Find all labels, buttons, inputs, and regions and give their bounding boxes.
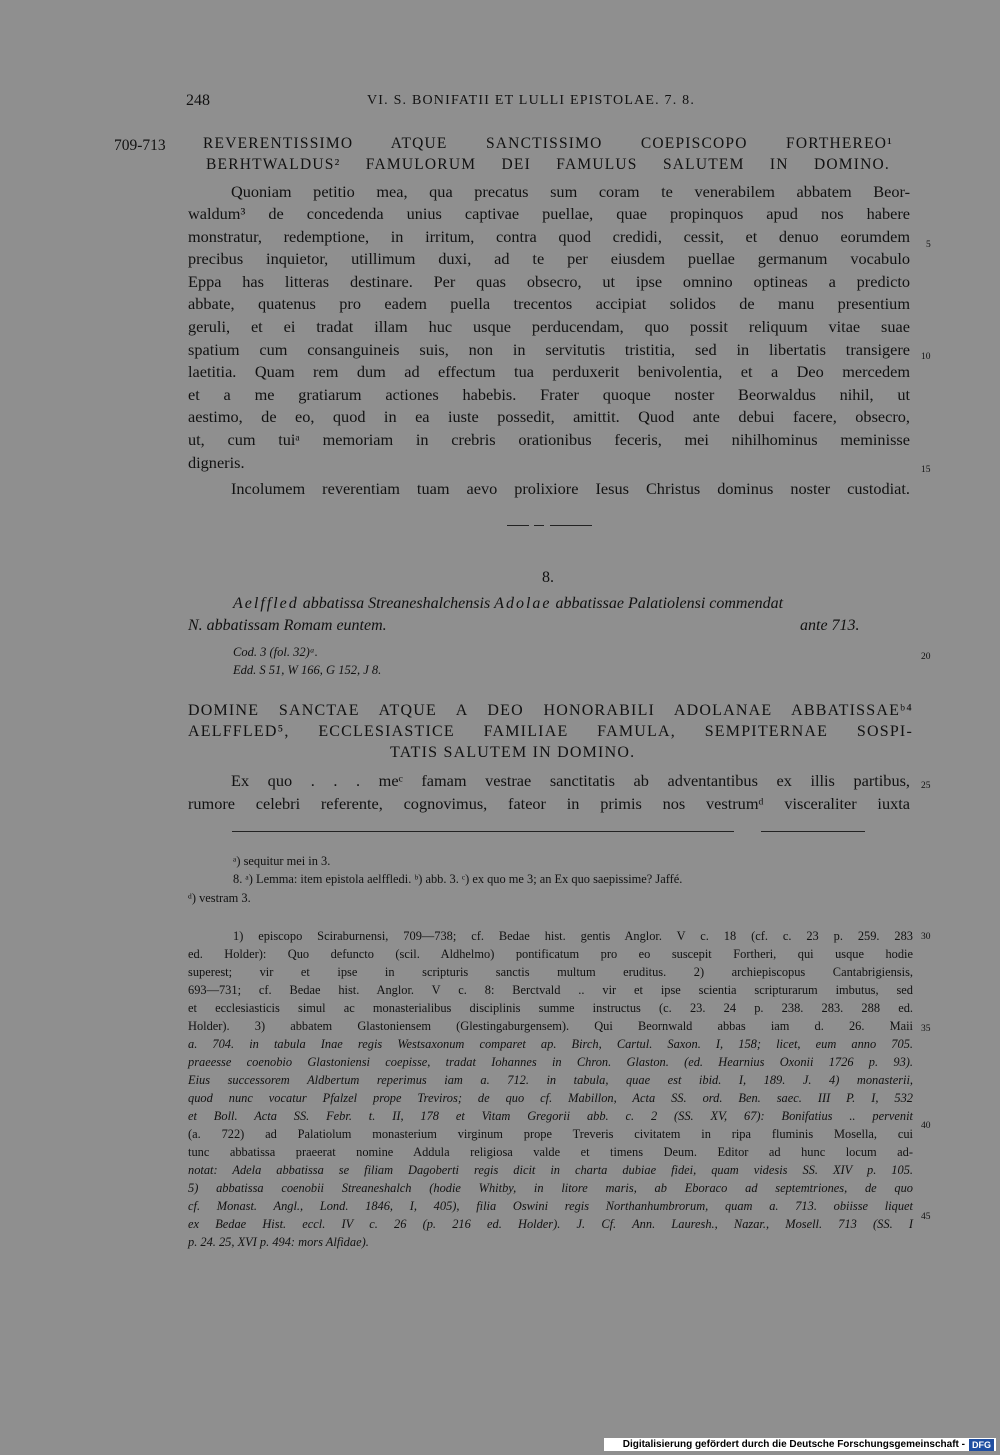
footnote-line: tunc abbatissa praeerat nomine Addula religiosa valde et timens Deum. Editor ad hunc locum ad- [188, 1145, 913, 1159]
footnote-line: notat: Adela abbatissa se filiam Dagoberti regis dicit in charta dubiae fidei, quam videsis SS. XIV p. 105. [188, 1163, 913, 1177]
letter8-text-line: rumore celebri referente, cognovimus, fateor in primis nos vestrumᵈ visceraliter iuxta [188, 794, 910, 813]
line-number: 30 [921, 932, 931, 942]
apparatus-line: 8. ᵃ) Lemma: item epistola aelffledi. ᵇ) abb. 3. ᶜ) ex quo me 3; an Ex quo saepissime? Jaffé. [233, 872, 683, 886]
footnote-line: 1) episcopo Sciraburnensi, 709—738; cf. Bedae hist. gentis Anglor. V c. 18 (cf. c. 23 p. 259. 283 [233, 929, 913, 943]
footnote-line: superest; vir et ipse in scripturis sanctis multum eruditus. 2) archiepiscopus Cantabrigiensis, [188, 965, 913, 979]
letter7-text-line: digneris. [188, 453, 245, 472]
footnote-line: et ecclesiasticis simul ac monasterialibus disciplinis summe instructus (c. 23. 24 p. 238. 283. 288 ed. [188, 1001, 913, 1015]
line-number: 45 [921, 1212, 931, 1222]
line-number: 35 [921, 1024, 931, 1034]
letter7-text-line: aestimo, de eo, quod in ea iuste possedit, amittit. Quod ante debui facere, obsecro, [188, 407, 910, 426]
letter7-text-line: geruli, et ei tradat illam huc usque perducendam, quo possit reliquum vitae suae [188, 317, 910, 336]
letter7-text-line: laetitia. Quam rem dum ad effectum tua perduxerit benivolentia, et a Deo mercedem [188, 362, 910, 381]
letter7-text-line: monstratur, redemptione, in irritum, contra quod credidi, cessit, et denuo eorumdem [188, 227, 910, 246]
summary-text: abbatissae Palatiolensi commendat [551, 595, 784, 612]
page-number: 248 [186, 92, 210, 109]
letter7-text-line: spatium cum consanguineis suis, non in servitutis tristitia, sed in libertatis transigere [188, 340, 910, 359]
letter8-source-editions: Edd. S 51, W 166, G 152, J 8. [233, 663, 382, 677]
letter7-text-line: Quoniam petitio mea, qua precatus sum coram te venerabilem abbatem Beor- [231, 182, 910, 201]
digitization-notice-bar [604, 1438, 996, 1451]
letter8-number: 8. [542, 569, 554, 586]
letter7-text-line: et a me gratiarum actiones habebis. Frater quoque noster Beorwaldus nihil, ut [188, 385, 910, 404]
letter7-date: 709-713 [114, 137, 166, 154]
letter8-source-codex: Cod. 3 (fol. 32)ᵃ. [233, 645, 318, 659]
apparatus-line: ᵃ) sequitur mei in 3. [233, 854, 331, 868]
apparatus-line: ᵈ) vestram 3. [188, 891, 251, 905]
running-title: VI. S. BONIFATII ET LULLI EPISTOLAE. 7. 8. [367, 93, 696, 108]
letter7-address-line: BERHTWALDUS² FAMULORUM DEI FAMULUS SALUTEM IN DOMINO. [206, 156, 890, 173]
letter8-address-line: TATIS SALUTEM IN DOMINO. [390, 744, 636, 761]
letter7-text-line: Eppa has litteras destinare. Per quas obsecro, ut ipse omnino optineas a predicto [188, 272, 910, 291]
footnote-line: 693—731; cf. Bedae hist. Anglor. V c. 8: Berctvald .. vir et ipse scientia scripturarum imbutus, sed [188, 983, 913, 997]
line-number: 10 [921, 352, 931, 362]
footnote-line: Holder). 3) abbatem Glastoniensem (Glestingaburgensem). Qui Beornwald abbas iam d. 26. Maii [188, 1019, 913, 1033]
line-number: 15 [921, 465, 931, 475]
letter8-address-line: DOMINE SANCTAE ATQUE A DEO HONORABILI ADOLANAE ABBATISSAEᵇ⁴ [188, 702, 913, 719]
line-number: 40 [921, 1121, 931, 1131]
footnote-line: (a. 722) ad Palatiolum monasterium virginum prope Treveris civitatem in ripa fluminis Mosella, cui [188, 1127, 913, 1141]
footnote-line: quod nunc vocatur Pfalzel prope Treviros; de quo cf. Mabillon, Acta SS. ord. Ben. saec. III P. I, 532 [188, 1091, 913, 1105]
apparatus-rule [232, 831, 734, 832]
footnote-line: cf. Monast. Angl., Lond. 1846, I, 405), filia Oswini regis Northanhumbrorum, quam a. 713. obiisse liquet [188, 1199, 913, 1213]
letter7-text-line: waldum³ de concedenda unius captivae puellae, quae propinquos apud nos habere [188, 204, 910, 223]
separator-rule [507, 525, 529, 526]
letter7-text-line: abbate, quatenus pro eadem puella trecentos accipiat solidos de manu presentium [188, 294, 910, 313]
letter8-date: ante 713. [800, 617, 860, 634]
letter8-address-line: AELFFLED⁵, ECCLESIASTICE FAMILIAE FAMULA, SEMPITERNAE SOSPI- [188, 723, 913, 740]
footnote-line: ex Bedae Hist. eccl. IV c. 26 (p. 216 ed. Holder). J. Cf. Ann. Lauresh., Nazar., Mosell. 713 (SS. I [188, 1217, 913, 1231]
footnote-line: Eius successorem Aldbertum reperimus iam a. 712. in tabula, quae est ibid. I, 189. J. 4) monasterii, [188, 1073, 913, 1087]
dfg-logo: DFG [969, 1439, 994, 1451]
letter7-closing: Incolumem reverentiam tuam aevo prolixiore Iesus Christus dominus noster custodiat. [231, 479, 910, 498]
separator-rule [534, 525, 544, 526]
line-number: 20 [921, 652, 931, 662]
letter7-address-line: REVERENTISSIMO ATQUE SANCTISSIMO COEPISCOPO FORTHEREO¹ [203, 135, 893, 152]
footnote-line: praeesse coenobio Glastoniensi coepisse, tradat Iohannes in Chron. Glaston. (ed. Hearnius Oxonii 1726 p. 93). [188, 1055, 913, 1069]
summary-text: abbatissa Streaneshalchensis [298, 595, 495, 612]
footnote-line: 5) abbatissa coenobii Streaneshalch (hodie Whitby, in litore maris, ab Eboraco ad septemtriones, de quo [188, 1181, 913, 1195]
letter8-text-line: Ex quo . . . meᶜ famam vestrae sanctitatis ab adventantibus ex illis partibus, [231, 771, 910, 790]
letter8-summary-line [233, 595, 783, 613]
line-number: 5 [926, 240, 931, 250]
digitization-notice: Digitalisierung gefördert durch die Deutsche Forschungsgemeinschaft - [622, 1439, 965, 1450]
letter7-text-line: precibus inquietor, utillimum duxi, ad te per eiusdem puellae germanum vocabulo [188, 249, 910, 268]
summary-name-aelffled: Aelffled [233, 595, 299, 612]
footnote-line: et Boll. Acta SS. Febr. t. II, 178 et Vitam Gregorii abb. c. 2 (SS. XV, 67): Bonifatius .. pervenit [188, 1109, 913, 1123]
apparatus-rule [761, 831, 865, 832]
letter7-text-line: ut, cum tuiᵃ memoriam in crebris orationibus feceris, mei nihilhominus meminisse [188, 430, 910, 449]
footnote-line: p. 24. 25, XVI p. 494: mors Alfidae). [188, 1235, 369, 1249]
separator-rule [550, 525, 592, 526]
footnote-line: a. 704. in tabula Inae regis Westsaxonum comparet ap. Birch, Cartul. Saxon. I, 158; licet, eum anno 705. [188, 1037, 913, 1051]
line-number: 25 [921, 781, 931, 791]
summary-name-adolae: Adolae [494, 595, 552, 612]
letter8-summary-line: N. abbatissam Romam euntem. [188, 617, 387, 634]
footnote-line: ed. Holder): Quo defuncto (scil. Aldhelmo) pontificatum pro eo suscepit Fortheri, qui usque hodie [188, 947, 913, 961]
